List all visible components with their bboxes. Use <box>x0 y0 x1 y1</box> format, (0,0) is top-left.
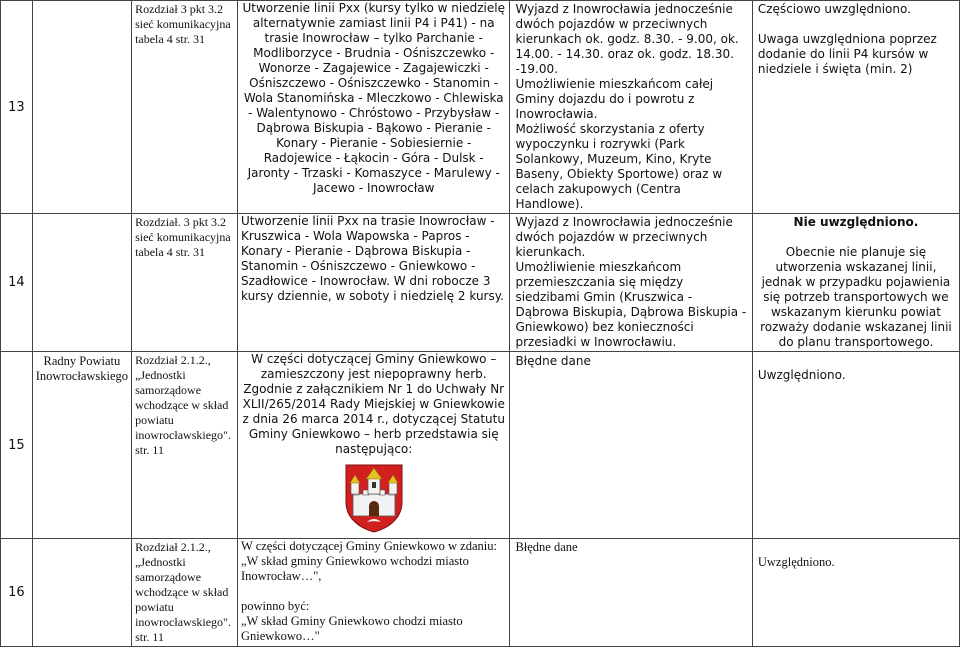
reference-cell: Rozdział 2.1.2., „Jednostki samorządowe wchodzące w skład powiatu inowrocławskiego". str. 11 <box>132 352 238 539</box>
author-cell: Radny Powiatu Inowrocławskiego <box>32 352 131 539</box>
row-number: 13 <box>1 1 33 214</box>
table-row <box>1 352 960 539</box>
gniewkowo-coat-of-arms-icon <box>343 462 405 534</box>
decision-status: Uwzględniono. <box>757 368 846 382</box>
remark-cell: W części dotyczącej Gminy Gniewkowo w zdaniu: „W skład gminy Gniewkowo wchodzi miasto Inowrocław…", powinno być: „W skład Gminy Gniewkowo chodzi miasto Gniewkowo…" <box>238 539 510 647</box>
decision-cell <box>752 1 959 214</box>
remark-cell: W części dotyczącej Gminy Gniewkowo – zamieszczony jest niepoprawny herb. Zgodnie z załącznikiem Nr 1 do Uchwały Nr XLII/265/2014 Rady Miejskiej w Gniewkowie z dnia 26 marca 2014 r., dotyczącej Statutu Gminy Gniewkowo – herb przedstawia się następująco: <box>238 352 510 539</box>
remark-cell: Utworzenie linii Pxx (kursy tylko w niedzielę alternatywnie zamiast linii P4 i P41) - na trasie Inowrocław – tylko Parchanie - Modliborzyce - Brudnia - Ośniszczewko - Wonorze - Zagajewice - Zagajewiczki - Ośniszczewo - Ośniszczewko - Stanomin - Wola Stanomińska - Mleczkowo - Chlewiska - Walentynowo - Chróstowo - Przybysław - Dąbrowa Biskupia - Bąkowo - Pieranie - Konary - Pieranie - Sobiesiernie - Radojewice - Łąkocin - Góra - Dulsk - Jaronty - Trzaski - Komaszyce - Marulewy - Jacewo - Inowrocław <box>238 1 510 214</box>
remark-cell: Utworzenie linii Pxx na trasie Inowrocław - Kruszwica - Wola Wapowska - Papros - Konary - Pieranie - Dąbrowa Biskupia -Stanomin - Ośniszczewo - Gniewkowo -Szadłowice - Inowrocław. W dni robocze 3 kursy dziennie, w soboty i niedzielę 2 kursy. <box>238 214 510 352</box>
decision-note: Obecnie nie planuje się utworzenia wskazanej linii, jednak w przypadku pojawienia się potrzeb transportowych we wskazanym kierunku powiat rozważy dodanie wskazanej linii do planu transportowego. <box>760 245 952 349</box>
row-number: 14 <box>1 214 33 352</box>
justification-cell: Błędne dane <box>510 352 752 539</box>
justification-cell: Wyjazd z Inowrocławia jednocześnie dwóch pojazdów w przeciwnych kierunkach ok. godz. 8.30. - 9.00, ok. 14.00. - 14.30. oraz ok. godz. 18.30. -19.00. Umożliwienie mieszkańcom całej Gminy dojazdu do i powrotu z Inowrocławia. Możliwość skorzystania z oferty wypoczynku i rozrywki (Park Solankowy, Muzeum, Kino, Kryte Baseny, Obiekty Sportowe) oraz w celach zakupowych (Centra Handlowe). <box>510 1 752 214</box>
justification-cell: Błędne dane <box>510 539 752 647</box>
row-number: 16 <box>1 539 33 647</box>
reference-cell: Rozdział 3 pkt 3.2 sieć komunikacyjna tabela 4 str. 31 <box>132 1 238 214</box>
decision-note: Uwaga uwzględniona poprzez dodanie do linii P4 kursów w niedziele i święta (min. 2) <box>757 32 937 76</box>
table-row <box>1 1 960 214</box>
author-cell <box>32 1 131 214</box>
decision-status: Nie uwzględniono. <box>793 215 919 229</box>
justification-cell: Wyjazd z Inowrocławia jednocześnie dwóch pojazdów w przeciwnych kierunkach. Umożliwienie mieszkańcom przemieszczania się między siedzibami Gmin (Kruszwica - Dąbrowa Biskupia, Dąbrowa Biskupia - Gniewkowo) bez konieczności przesiadki w Inowrocławiu. <box>510 214 752 352</box>
decision-status: Uwzględniono. <box>757 555 835 569</box>
decision-cell <box>752 352 959 539</box>
row-number: 15 <box>1 352 33 539</box>
reference-cell: Rozdział. 3 pkt 3.2 sieć komunikacyjna tabela 4 str. 31 <box>132 214 238 352</box>
decision-cell <box>752 214 959 352</box>
table-row <box>1 539 960 647</box>
reference-cell: Rozdział 2.1.2., „Jednostki samorządowe wchodzące w skład powiatu inowrocławskiego". str. 11 <box>132 539 238 647</box>
author-cell <box>32 214 131 352</box>
table-row <box>1 214 960 352</box>
decision-cell <box>752 539 959 647</box>
decision-status: Częściowo uwzględniono. <box>757 2 911 16</box>
author-cell <box>32 539 131 647</box>
